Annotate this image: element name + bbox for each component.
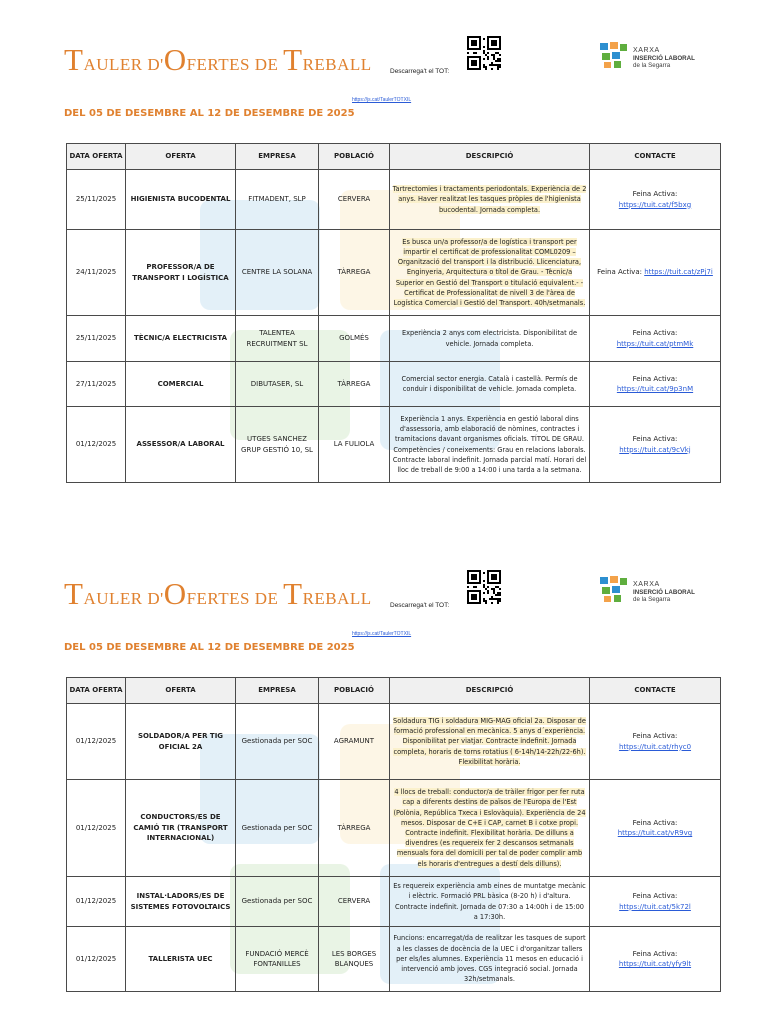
period-heading: DEL 05 DE DESEMBRE AL 12 DE DESEMBRE DE 2025 — [64, 642, 355, 653]
offer-title: INSTAL·LADORS/ES DE SISTEMES FOTOVOLTAICS — [126, 877, 236, 927]
period-heading: DEL 05 DE DESEMBRE AL 12 DE DESEMBRE DE 2025 — [64, 108, 355, 119]
offer-date: 24/11/2025 — [67, 230, 126, 316]
puzzle-logo-icon — [598, 574, 630, 604]
offer-date: 01/12/2025 — [67, 407, 126, 483]
offer-town: TÀRREGA — [319, 362, 390, 407]
offer-town: GOLMÉS — [319, 316, 390, 362]
offer-company: FITMADENT, SLP — [236, 170, 319, 230]
contact-label: Feina Activa: — [632, 435, 678, 443]
offer-title: CONDUCTORS/ES DE CAMIÓ TIR (TRANSPORT INTERNACIONAL) — [126, 780, 236, 877]
column-header-date: DATA OFERTA — [67, 678, 126, 704]
contact-label: Feina Activa: — [632, 818, 678, 827]
column-header-offer: OFERTA — [126, 678, 236, 704]
offer-company: UTGES SANCHEZ GRUP GESTIÓ 10, SL — [236, 407, 319, 483]
offer-description: Experiència 1 anys. Experiència en gestió laboral dins d'assessoria, amb elaboració de nòmines, contractes i tramitacions davant organismes oficials. TÍTOL DE GRAU. Competències / coneixements: Grau en relacions laborals. Contracte laboral indefinit. Jornada parcial matí. Horari del lloc de treball de 9:00 a 14:00 i una tarda a la setmana. — [390, 407, 590, 483]
column-header-company: EMPRESA — [236, 678, 319, 704]
offer-town: CERVERA — [319, 170, 390, 230]
qr-link[interactable]: https://js.cat/TaulerTOTXIL — [352, 631, 412, 637]
logo-line-2: INSERCIÓ LABORAL — [633, 589, 695, 596]
table-row — [67, 780, 721, 877]
contact-link[interactable]: https://tuit.cat/rhyc0 — [618, 742, 692, 751]
download-label: Descarrega't el TOT: — [390, 68, 450, 75]
column-header-description: DESCRIPCIÓ — [390, 144, 590, 170]
contact-link[interactable]: https://tuit.cat/zPj7i — [644, 268, 713, 277]
offer-company: Gestionada per SOC — [236, 877, 319, 927]
offer-title: TALLERISTA UEC — [126, 927, 236, 992]
offer-title: ASSESSOR/A LABORAL — [126, 407, 236, 483]
contact-link[interactable]: https://tuit.cat/yfy9lt — [618, 960, 692, 968]
column-header-contact: CONTACTE — [590, 144, 721, 170]
offer-description: 4 llocs de treball: conductor/a de tràiler frigor per fer ruta cap a diferents destins de països de l'Europa de l'Est (Polònia, República Txeca i Eslovàquia). Experiència de 24 mesos. Disposar de C+E i CAP, carnet B i cotxe propi. Contracte indefinit. Flexibilitat horària. De dilluns a divendres (es requereix fer 2 descansos setmanals mensuals fora del domicili per tal de poder complir amb els horaris d'entregues a destí dels dilluns). — [390, 780, 590, 877]
offer-town: LES BORGES BLANQUES — [319, 927, 390, 992]
contact-link[interactable]: https://tuit.cat/f5bxg — [618, 200, 692, 209]
offers-table — [66, 143, 721, 483]
table-row — [67, 362, 721, 407]
offer-town: AGRAMUNT — [319, 704, 390, 780]
logo-line-2: INSERCIÓ LABORAL — [633, 55, 695, 62]
page-title: TAULER D'OFERTES DE TREBALL — [64, 576, 372, 611]
column-header-town: POBLACIÓ — [319, 144, 390, 170]
offer-date: 27/11/2025 — [67, 362, 126, 407]
offer-company: Gestionada per SOC — [236, 704, 319, 780]
offer-contact — [590, 316, 721, 362]
offer-title: COMERCIAL — [126, 362, 236, 407]
table-row — [67, 407, 721, 483]
contact-label: Feina Activa: — [632, 732, 678, 740]
offer-contact — [590, 362, 721, 407]
offer-company: TALENTEA RECRUITMENT SL — [236, 316, 319, 362]
offer-company: DIBUTASER, SL — [236, 362, 319, 407]
contact-label: Feina Activa: — [632, 190, 678, 198]
offer-company: CENTRE LA SOLANA — [236, 230, 319, 316]
contact-label: Feina Activa: — [632, 374, 678, 383]
page-title: TAULER D'OFERTES DE TREBALL — [64, 42, 372, 77]
offer-title: TÈCNIC/A ELECTRICISTA — [126, 316, 236, 362]
column-header-town: POBLACIÓ — [319, 678, 390, 704]
download-label: Descarrega't el TOT: — [390, 602, 450, 609]
offer-contact — [590, 877, 721, 927]
qr-link[interactable]: https://js.cat/TaulerTOTXIL — [352, 97, 412, 103]
column-header-company: EMPRESA — [236, 144, 319, 170]
table-row — [67, 704, 721, 780]
offer-date: 01/12/2025 — [67, 704, 126, 780]
offer-description: Tartrectomies i tractaments periodontals. Experiència de 2 anys. Haver realitzat les tasques pròpies de l'higienista bucodental. Jornada completa. — [390, 170, 590, 230]
logo-line-1: XARXA — [633, 47, 660, 54]
offer-town: TÀRREGA — [319, 780, 390, 877]
logo — [598, 40, 708, 72]
qr-code-icon[interactable] — [467, 570, 501, 604]
contact-label: Feina Activa: — [597, 268, 642, 277]
offer-description: Funcions: encarregat/da de realitzar les tasques de suport a les classes de docència de la UEC i d'organitzar tallers per els/les alumnes. Experiència 11 mesos en educació i intervenció amb joves. CGS integració social. Jornada 32h/setmanals. — [390, 927, 590, 992]
offers-table — [66, 677, 721, 992]
logo — [598, 574, 708, 606]
table-row — [67, 170, 721, 230]
offer-date: 01/12/2025 — [67, 780, 126, 877]
offer-company: FUNDACIÓ MERCÈ FONTANILLES — [236, 927, 319, 992]
offer-description: Soldadura TIG i soldadura MIG-MAG oficial 2a. Disposar de formació professional en mecànica. 5 anys d´experiència. Disponibilitat per viatjar. Contracte indefinit. Jornada completa, horaris de torns rotatius ( 6-14h/14-22h/22-6h). Flexibilitat horària. — [390, 704, 590, 780]
table-row — [67, 230, 721, 316]
offer-contact — [590, 230, 721, 316]
offer-town: TÀRREGA — [319, 230, 390, 316]
offer-description: Es busca un/a professor/a de logística i transport per impartir el certificat de professionalitat COML0209 – Organització del transport i la distribució. Llicenciatura, Enginyeria, Arquitectura o títol de Grau. - Tècnic/a Superior en Gestió del Transport o titulació equivalent.- - Certificat de Professionalitat de nivell 3 de l'àrea de Logística Comercial i Gestió del Transport. 40h/setmanals. — [390, 230, 590, 316]
contact-label: Feina Activa: — [632, 892, 678, 900]
offer-description: Comercial sector energia. Català i castellà. Permís de conduir i disponibilitat de vehicle. Jornada completa. — [390, 362, 590, 407]
table-row — [67, 927, 721, 992]
puzzle-logo-icon — [598, 40, 630, 70]
column-header-offer: OFERTA — [126, 144, 236, 170]
offer-title: SOLDADOR/A PER TIG OFICIAL 2A — [126, 704, 236, 780]
offer-contact — [590, 704, 721, 780]
column-header-date: DATA OFERTA — [67, 144, 126, 170]
table-header-row — [67, 144, 721, 170]
qr-code-icon[interactable] — [467, 36, 501, 70]
logo-line-1: XARXA — [633, 581, 660, 588]
offer-date: 01/12/2025 — [67, 877, 126, 927]
contact-label: Feina Activa: — [632, 949, 678, 958]
offer-title: HIGIENISTA BUCODENTAL — [126, 170, 236, 230]
contact-label: Feina Activa: — [632, 329, 678, 337]
offer-date: 25/11/2025 — [67, 316, 126, 362]
offer-date: 25/11/2025 — [67, 170, 126, 230]
contact-link[interactable]: https://tuit.cat/ptmMk — [616, 339, 694, 348]
contact-link[interactable]: https://tuit.cat/vR9vg — [617, 829, 693, 837]
offer-contact — [590, 407, 721, 483]
offer-description: Es requereix experiència amb eines de muntatge mecànic i elèctric. Formació PRL bàsica (8-20 h) i d'altura. Contracte indefinit. Jornada de 07:30 a 14:00h i de 15:00 a 17:30h. — [390, 877, 590, 927]
offer-town: LA FULIOLA — [319, 407, 390, 483]
offer-company: Gestionada per SOC — [236, 780, 319, 877]
offer-town: CERVERA — [319, 877, 390, 927]
table-row — [67, 877, 721, 927]
table-header-row — [67, 678, 721, 704]
contact-link[interactable]: https://tuit.cat/9p3nM — [616, 385, 694, 393]
offer-contact — [590, 780, 721, 877]
offer-title: PROFESSOR/A DE TRANSPORT I LOGÍSTICA — [126, 230, 236, 316]
column-header-contact: CONTACTE — [590, 678, 721, 704]
offer-description: Experiència 2 anys com electricista. Disponibilitat de vehicle. Jornada completa. — [390, 316, 590, 362]
offer-contact — [590, 927, 721, 992]
logo-line-3: de la Segarra — [633, 62, 671, 69]
column-header-description: DESCRIPCIÓ — [390, 678, 590, 704]
table-row — [67, 316, 721, 362]
offer-contact — [590, 170, 721, 230]
contact-link[interactable]: https://tuit.cat/9cVkj — [619, 445, 691, 454]
logo-line-3: de la Segarra — [633, 596, 671, 603]
contact-link[interactable]: https://tuit.cat/5k72l — [619, 902, 691, 911]
offer-date: 01/12/2025 — [67, 927, 126, 992]
